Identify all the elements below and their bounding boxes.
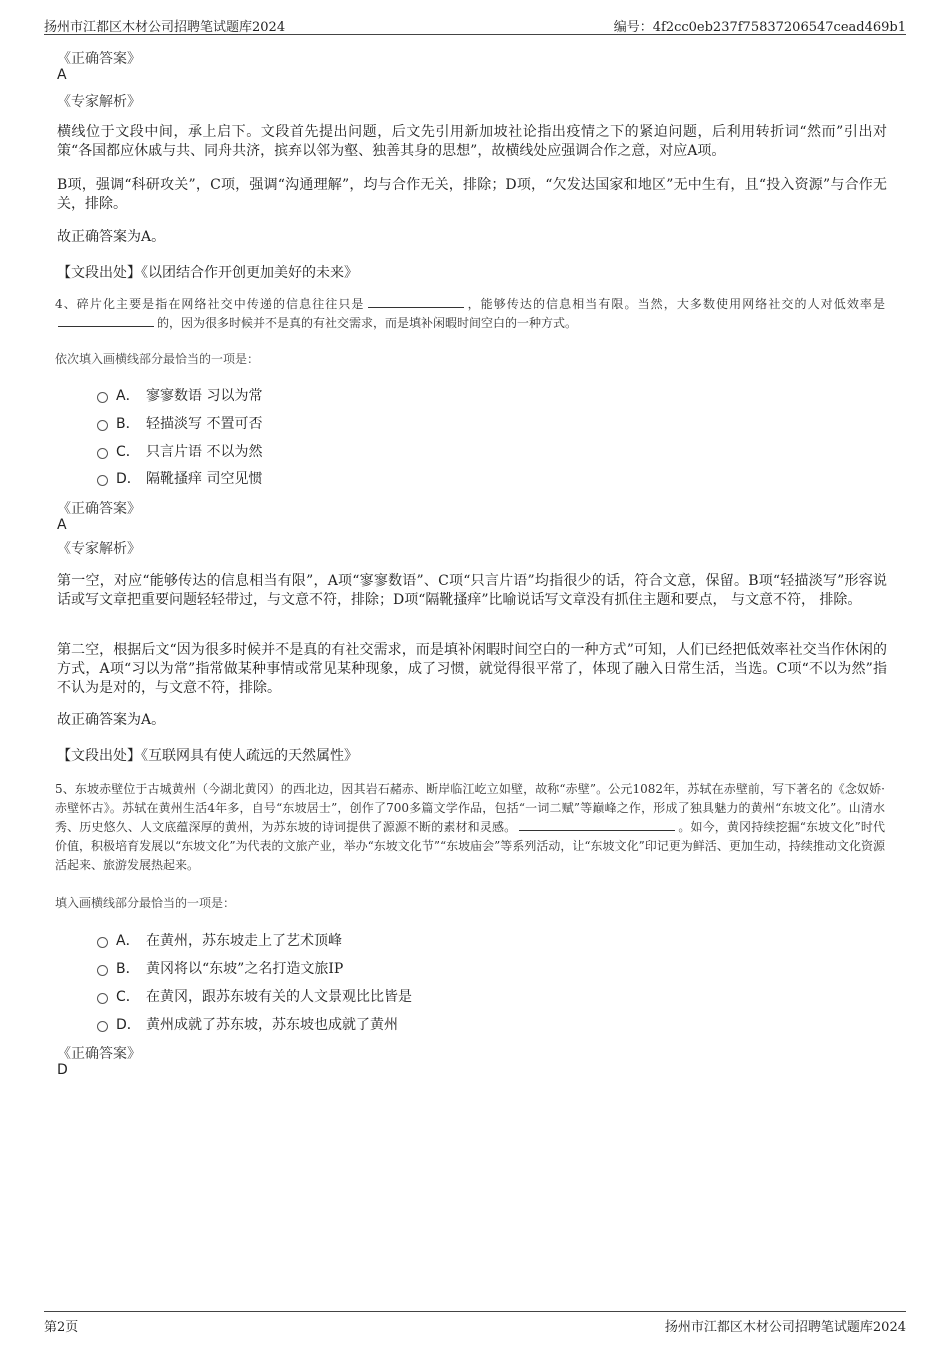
q4-analysis-label: 《专家解析》 [57, 541, 141, 557]
q5-option-b[interactable]: B． 黄冈将以“东坡”之名打造文旅IP [97, 958, 343, 978]
page-header [44, 14, 906, 35]
q3-analysis-p2: B项，强调“科研攻关”，C项，强调“沟通理解”，均与合作无关，排除；D项，“欠发达国家和地区”无中生有，且“投入资源”与合作无关，排除。 [57, 177, 887, 212]
q3-analysis-label: 《专家解析》 [57, 94, 141, 110]
q4-stem-part3: 的，因为很多时候并不是真的有社交需求，而是填补闲暇时间空白的一种方式。 [157, 316, 578, 330]
page-number: 第2页 [44, 1320, 79, 1335]
q5-prompt: 填入画横线部分最恰当的一项是： [55, 896, 236, 910]
q5-blank [519, 818, 675, 831]
q4-analysis-p2: 第二空，根据后文“因为很多时候并不是真的有社交需求，而是填补闲暇时间空白的一种方式”可知，人们已经把低效率社交当作休闲的方式，A项“习以为常”指常做某种事情或常见某种现象，成了习惯，就觉得很平常了，体现了融入日常生活，当选。C项“不以为然”指不认为是对的，与文意不符，排除。 [57, 642, 887, 696]
q5-option-d[interactable]: D． 黄州成就了苏东坡，苏东坡也成就了黄州 [97, 1014, 398, 1034]
q4-analysis-p3: 故正确答案为A。 [57, 712, 166, 728]
q4-option-b[interactable]: B． 轻描淡写 不置可否 [97, 413, 262, 433]
q4-option-d[interactable]: D． 隔靴搔痒 司空见惯 [97, 468, 262, 488]
q3-analysis-p3: 故正确答案为A。 [57, 229, 166, 245]
q3-analysis-p1: 横线位于文段中间，承上启下。文段首先提出问题，后文先引用新加坡社论指出疫情之下的紧迫问题，后利用转折词“然而”引出对策“各国都应休戚与共、同舟共济，摈弃以邻为壑、独善其身的思想”，故横线处应强调合作之意，对应A项。 [57, 124, 887, 159]
q3-answer-label: 《正确答案》 [57, 51, 141, 67]
q4-source: 【文段出处】《互联网具有使人疏远的天然属性》 [57, 748, 358, 764]
q4-option-a[interactable]: A． 寥寥数语 习以为常 [97, 385, 262, 405]
q4-answer: A [57, 517, 67, 533]
q4-stem-part1: 4、碎片化主要是指在网络社交中传递的信息往往只是 [55, 297, 365, 311]
q5-option-a[interactable]: A． 在黄州，苏东坡走上了艺术顶峰 [97, 930, 342, 950]
q5-answer-label: 《正确答案》 [57, 1046, 141, 1062]
q4-stem [55, 295, 885, 333]
q5-stem [55, 780, 885, 875]
page-footer [44, 1311, 906, 1336]
q4-blank-2 [58, 314, 154, 327]
q3-source: 【文段出处】《以团结合作开创更加美好的未来》 [57, 265, 358, 281]
q3-answer: A [57, 67, 67, 83]
q4-blank-1 [368, 295, 464, 308]
radio-icon[interactable] [97, 475, 108, 486]
q5-stem-part1: 5、东坡赤壁位于古城黄州（今湖北黄冈）的西北边，因其岩石赭赤、断岸临江屹立如壁，故称“赤壁”。公元1082年，苏轼在赤壁前，写下著名的《念奴娇·赤壁怀古》。苏轼在黄州生活4年多，自号“东坡居士”，创作了700多篇文学作品，包括“一词二赋”等巅峰之作，形成了独具魅力的黄州“东坡文化”。山清水秀、历史悠久、人文底蕴深厚的黄州，为苏东坡的诗词提供了源源不断的素材和灵感。 [55, 782, 885, 834]
q4-answer-label: 《正确答案》 [57, 501, 141, 517]
radio-icon[interactable] [97, 392, 108, 403]
header-title: 扬州市江都区木材公司招聘笔试题库2024 [44, 20, 286, 35]
radio-icon[interactable] [97, 420, 108, 431]
footer-title: 扬州市江都区木材公司招聘笔试题库2024 [664, 1320, 906, 1335]
q5-option-c[interactable]: C． 在黄冈，跟苏东坡有关的人文景观比比皆是 [97, 986, 412, 1006]
q5-stem-part2: 。如今，黄冈持续挖掘“东坡文化”时代价值，积极培育发展以“东坡文化”为代表的文旅产业，举办“东坡文化节”“东坡庙会”等系列活动，让“东坡文化”印记更为鲜活、更加生动，持续推动文化资源活起来、旅游发展热起来。 [55, 820, 885, 872]
radio-icon[interactable] [97, 448, 108, 459]
q4-stem-part2: ，能够传达的信息相当有限。当然，大多数使用网络社交的人对低效率是 [466, 297, 885, 311]
radio-icon[interactable] [97, 937, 108, 948]
q5-answer: D [57, 1062, 68, 1078]
radio-icon[interactable] [97, 1021, 108, 1032]
q4-analysis-p1: 第一空，对应“能够传达的信息相当有限”，A项“寥寥数语”、C项“只言片语”均指很少的话，符合文意，保留。B项“轻描淡写”形容说话或写文章把重要问题轻轻带过，与文意不符，排除；D项“隔靴搔痒”比喻说话写文章没有抓住主题和要点， 与文意不符， 排除。 [57, 573, 887, 608]
radio-icon[interactable] [97, 965, 108, 976]
q4-option-c[interactable]: C． 只言片语 不以为然 [97, 441, 262, 461]
radio-icon[interactable] [97, 993, 108, 1004]
header-serial: 编号：4f2cc0eb237f75837206547cead469b1 [613, 20, 906, 35]
q4-prompt: 依次填入画横线部分最恰当的一项是： [55, 352, 260, 366]
